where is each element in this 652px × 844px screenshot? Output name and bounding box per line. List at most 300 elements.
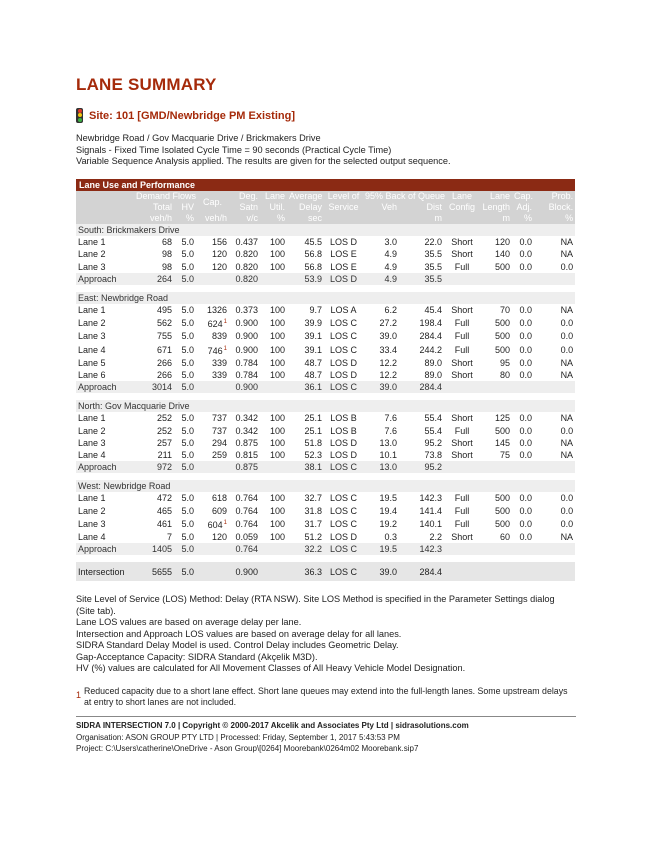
table-row (76, 369, 575, 381)
cell-veh: 19.4 (379, 505, 397, 516)
cell-config: Full (454, 425, 470, 436)
cell-length: 500 (494, 344, 510, 355)
cell-config: Full (454, 331, 470, 342)
approach-veh: 39.0 (363, 381, 399, 393)
approach-group-header (76, 480, 575, 492)
cell-total: 252 (156, 425, 172, 436)
table-title: Lane Use and Performance (76, 179, 575, 191)
table-row (76, 343, 575, 357)
cell-util: 100 (269, 331, 285, 342)
cell-satn: 0.784 (235, 357, 258, 368)
cap-value: 259 (211, 449, 227, 460)
cell-satn: 0.875 (235, 437, 258, 448)
cell-length: 500 (494, 518, 510, 529)
site-info (76, 133, 451, 168)
short-lane-flag: 1 (223, 319, 227, 326)
cell-adj: 0.0 (519, 531, 532, 542)
cell-total: 461 (156, 518, 172, 529)
approach-satn: 0.900 (229, 381, 260, 393)
cell-config: Full (454, 318, 470, 329)
cell-los: LOS D (329, 369, 357, 380)
cell-veh: 12.2 (379, 369, 397, 380)
cell-veh: 7.6 (384, 425, 397, 436)
cell-total: 252 (156, 413, 172, 424)
cell-total: 7 (166, 531, 172, 542)
cell-veh: 4.9 (384, 261, 397, 272)
unit-length: m (480, 213, 512, 224)
cell-los: LOS D (329, 357, 357, 368)
cell-los: LOS B (330, 413, 357, 424)
approach-row (76, 461, 575, 473)
cell-config: Full (454, 493, 470, 504)
col-header-veh: Veh (363, 202, 399, 213)
cell-total: 495 (156, 305, 172, 316)
cell-config: Short (451, 357, 473, 368)
table-row (76, 437, 575, 449)
cell-length: 500 (494, 261, 510, 272)
cell-cap (196, 437, 229, 449)
cap-value: 609 (211, 505, 227, 516)
approach-satn: 0.875 (229, 461, 260, 473)
cell-length: 95 (499, 357, 510, 368)
unit-hv: % (174, 213, 196, 224)
cap-value: 604 (207, 519, 223, 530)
short-lane-flag: 1 (223, 345, 227, 352)
cell-satn: 0.900 (235, 344, 258, 355)
cell-block: 0.0 (560, 425, 574, 436)
cell-delay: 51.8 (304, 437, 322, 448)
approach-name: West: Newbridge Road (76, 480, 575, 492)
cell-block: 0.0 (560, 505, 574, 516)
cell-length: 500 (494, 425, 510, 436)
cell-lane: Lane 3 (78, 331, 106, 342)
note: Site Level of Service (LOS) Method: Delay (RTA NSW). Site LOS Method is specified in the Parameter Settings dialog (Site tab). (76, 594, 555, 616)
cell-length: 125 (494, 413, 510, 424)
cell-lane: Lane 1 (78, 493, 106, 504)
approach-los: LOS C (324, 543, 363, 555)
short-lane-flag: 1 (223, 519, 227, 526)
cap-value: 618 (211, 493, 227, 504)
cell-satn: 0.900 (235, 331, 258, 342)
approach-row (76, 543, 575, 555)
page-title: LANE SUMMARY (76, 75, 217, 94)
approach-group-header (76, 292, 575, 304)
table-row (76, 412, 575, 424)
table-row (76, 316, 575, 330)
cell-cap (196, 517, 229, 531)
approach-name: East: Newbridge Road (76, 292, 575, 304)
cell-cap (196, 304, 229, 316)
col-header-hv: HV (174, 202, 196, 213)
note: SIDRA Standard Delay Model is used. Control Delay includes Geometric Delay. (76, 640, 399, 650)
cell-dist: 89.0 (424, 369, 442, 380)
cap-value: 120 (211, 261, 227, 272)
approach-lane: Approach (76, 461, 134, 473)
approach-total: 972 (134, 461, 174, 473)
approach-delay: 32.2 (287, 543, 324, 555)
cell-length: 60 (499, 531, 510, 542)
cell-delay: 51.2 (304, 531, 322, 542)
cell-los: LOS D (329, 437, 357, 448)
cell-total: 98 (161, 249, 172, 260)
approach-lane: Approach (76, 381, 134, 393)
cell-adj: 0.0 (519, 305, 532, 316)
lane-performance-table (76, 179, 575, 581)
cell-length: 140 (494, 249, 510, 260)
cell-block: NA (560, 437, 574, 448)
cell-veh: 6.2 (384, 305, 397, 316)
table-row (76, 517, 575, 531)
cell-block: NA (560, 357, 574, 368)
cell-dist: 35.5 (424, 249, 442, 260)
cell-dist: 45.4 (424, 305, 442, 316)
cell-satn: 0.820 (235, 261, 258, 272)
cell-cap (196, 449, 229, 461)
cell-satn: 0.059 (235, 531, 258, 542)
approach-row (76, 381, 575, 393)
cell-lane: Lane 5 (78, 357, 106, 368)
cell-satn: 0.373 (235, 305, 258, 316)
cell-length: 80 (499, 369, 510, 380)
note: HV (%) values are calculated for All Movement Classes of All Heavy Vehicle Model Designation. (76, 663, 466, 673)
cell-dist: 2.2 (429, 531, 442, 542)
cell-hv: 5.0 (181, 237, 194, 248)
cell-hv: 5.0 (181, 249, 194, 260)
cell-config: Short (451, 449, 473, 460)
cell-total: 257 (156, 437, 172, 448)
cell-delay: 31.7 (304, 518, 322, 529)
cell-dist: 95.2 (424, 437, 442, 448)
cell-delay: 56.8 (304, 261, 322, 272)
cell-adj: 0.0 (519, 413, 532, 424)
cell-block: 0.0 (560, 344, 574, 355)
approach-satn: 0.820 (229, 273, 260, 285)
col-header-lane-length: Lane (480, 191, 512, 202)
cell-util: 100 (269, 425, 285, 436)
cell-dist: 141.4 (419, 505, 442, 516)
approach-total: 3014 (134, 381, 174, 393)
cell-cap (196, 248, 229, 260)
cell-lane: Lane 2 (78, 249, 106, 260)
cell-los: LOS C (329, 493, 357, 504)
cell-cap (196, 330, 229, 342)
cell-block: 0.0 (560, 493, 574, 504)
cell-cap (196, 531, 229, 543)
cell-satn: 0.784 (235, 369, 258, 380)
cell-satn: 0.820 (235, 249, 258, 260)
cell-veh: 4.9 (384, 249, 397, 260)
cell-config: Short (451, 531, 473, 542)
cell-total: 465 (156, 505, 172, 516)
cell-block: NA (560, 413, 574, 424)
cell-config: Short (451, 369, 473, 380)
footer-project: Project: C:\Users\catherine\OneDrive - Ason Group\[0264] Moorebank\0264m02 Moorebank.sip7 (76, 744, 419, 753)
site-info-line: Newbridge Road / Gov Macquarie Drive / Brickmakers Drive (76, 133, 321, 143)
intersection-veh: 39.0 (363, 562, 399, 581)
cell-adj: 0.0 (519, 249, 532, 260)
cell-satn: 0.342 (235, 413, 258, 424)
cell-cap (196, 412, 229, 424)
cell-hv: 5.0 (181, 305, 194, 316)
traffic-light-icon (76, 108, 83, 123)
cell-los: LOS C (329, 505, 357, 516)
footnote-mark: 1 (76, 690, 82, 700)
note: Gap-Acceptance Capacity: SIDRA Standard (Akçelik M3D). (76, 651, 318, 662)
site-heading (76, 108, 295, 123)
cell-total: 671 (156, 344, 172, 355)
unit-total: veh/h (134, 213, 174, 224)
col-header-block: Block. (534, 202, 575, 213)
approach-dist: 35.5 (399, 273, 444, 285)
cell-length: 500 (494, 505, 510, 516)
approach-dist: 284.4 (399, 381, 444, 393)
col-header-delay: Delay (287, 202, 324, 213)
cell-length: 75 (499, 449, 510, 460)
table-row (76, 330, 575, 342)
cell-block: 0.0 (560, 331, 574, 342)
cell-cap (196, 343, 229, 357)
cell-satn: 0.342 (235, 425, 258, 436)
cell-veh: 13.0 (379, 437, 397, 448)
cell-length: 500 (494, 331, 510, 342)
col-header-cap: Cap. (196, 191, 229, 213)
cell-lane: Lane 3 (78, 261, 106, 272)
intersection-lane: Intersection (76, 562, 134, 581)
cell-delay: 48.7 (304, 357, 322, 368)
cell-delay: 48.7 (304, 369, 322, 380)
cell-length: 500 (494, 493, 510, 504)
cell-dist: 55.4 (424, 425, 442, 436)
cell-dist: 22.0 (424, 237, 442, 248)
approach-hv: 5.0 (174, 273, 196, 285)
cell-config: Full (454, 261, 470, 272)
col-header-adj: Adj. (512, 202, 534, 213)
cell-cap (196, 369, 229, 381)
col-header-length: Length (480, 202, 512, 213)
cell-los: LOS C (329, 331, 357, 342)
cell-length: 500 (494, 318, 510, 329)
cap-value: 1326 (206, 305, 227, 316)
table-row (76, 505, 575, 517)
cell-util: 100 (269, 437, 285, 448)
approach-lane: Approach (76, 273, 134, 285)
approach-total: 1405 (134, 543, 174, 555)
unit-satn: v/c (229, 213, 260, 224)
approach-dist: 95.2 (399, 461, 444, 473)
cell-satn: 0.900 (235, 318, 258, 329)
cap-value: 624 (207, 319, 223, 330)
cell-delay: 39.9 (304, 318, 322, 329)
cell-dist: 89.0 (424, 357, 442, 368)
col-header-avg-delay: Average (289, 191, 323, 201)
cell-hv: 5.0 (181, 425, 194, 436)
cell-adj: 0.0 (519, 318, 532, 329)
intersection-hv: 5.0 (174, 562, 196, 581)
cell-cap (196, 492, 229, 504)
cell-util: 100 (269, 369, 285, 380)
cell-dist: 55.4 (424, 413, 442, 424)
cell-lane: Lane 2 (78, 505, 106, 516)
unit-block: % (534, 213, 575, 224)
cell-config: Short (451, 237, 473, 248)
approach-los: LOS D (324, 273, 363, 285)
cell-hv: 5.0 (181, 531, 194, 542)
cell-adj: 0.0 (519, 505, 532, 516)
cell-adj: 0.0 (519, 331, 532, 342)
cell-lane: Lane 1 (78, 305, 106, 316)
col-header-demand-flows: Demand Flows (136, 191, 197, 201)
cell-config: Short (451, 305, 473, 316)
cell-util: 100 (269, 305, 285, 316)
col-header-config: Config (444, 202, 480, 213)
cell-veh: 12.2 (379, 357, 397, 368)
intersection-satn: 0.900 (229, 562, 260, 581)
cell-satn: 0.764 (235, 493, 258, 504)
cell-adj: 0.0 (519, 518, 532, 529)
unit-util: % (260, 213, 287, 224)
cap-value: 839 (211, 331, 227, 342)
cap-value: 294 (211, 437, 227, 448)
note: Intersection and Approach LOS values are based on average delay for all lanes. (76, 628, 402, 639)
cell-util: 100 (269, 344, 285, 355)
note: Lane LOS values are based on average delay per lane. (76, 617, 302, 627)
col-header-service: Service (324, 202, 363, 213)
cell-config: Full (454, 344, 470, 355)
cell-total: 755 (156, 331, 172, 342)
cell-los: LOS B (330, 425, 357, 436)
footnote-text: Reduced capacity due to a short lane effect. Short lane queues may extend into the full-length lanes. Some upstream delays at entry to short lanes are not included. (84, 686, 568, 707)
cell-config: Short (451, 413, 473, 424)
footer (76, 716, 576, 755)
table-row (76, 261, 575, 273)
table-row (76, 531, 575, 543)
cell-hv: 5.0 (181, 261, 194, 272)
cell-satn: 0.437 (235, 237, 258, 248)
approach-total: 264 (134, 273, 174, 285)
cell-util: 100 (269, 318, 285, 329)
approach-los: LOS C (324, 381, 363, 393)
cell-adj: 0.0 (519, 261, 532, 272)
cell-total: 68 (161, 237, 172, 248)
cell-delay: 39.1 (304, 344, 322, 355)
cell-hv: 5.0 (181, 318, 194, 329)
cell-total: 211 (157, 449, 172, 460)
table-row (76, 492, 575, 504)
cell-los: LOS C (329, 344, 357, 355)
cell-cap (196, 261, 229, 273)
cell-adj: 0.0 (519, 449, 532, 460)
cell-veh: 19.5 (379, 493, 397, 504)
cell-delay: 31.8 (304, 505, 322, 516)
cell-lane: Lane 2 (78, 318, 106, 329)
cap-value: 120 (211, 531, 227, 542)
cell-util: 100 (269, 237, 285, 248)
footer-brand: SIDRA INTERSECTION 7.0 | Copyright © 2000-2017 Akcelik and Associates Pty Ltd | sidrasolutions.com (76, 721, 469, 730)
cell-veh: 7.6 (384, 413, 397, 424)
cell-lane: Lane 1 (78, 413, 106, 424)
cell-block: 0.0 (560, 518, 574, 529)
cell-delay: 45.5 (304, 237, 322, 248)
cell-total: 562 (156, 318, 172, 329)
cell-util: 100 (269, 249, 285, 260)
cap-value: 737 (211, 425, 227, 436)
cell-util: 100 (269, 531, 285, 542)
cell-hv: 5.0 (181, 413, 194, 424)
cell-hv: 5.0 (181, 437, 194, 448)
cell-los: LOS C (329, 318, 357, 329)
approach-los: LOS C (324, 461, 363, 473)
approach-delay: 38.1 (287, 461, 324, 473)
cell-adj: 0.0 (519, 425, 532, 436)
cap-value: 156 (211, 237, 227, 248)
site-title: Site: 101 [GMD/Newbridge PM Existing] (89, 109, 295, 122)
cell-delay: 25.1 (304, 413, 322, 424)
approach-veh: 13.0 (363, 461, 399, 473)
cell-hv: 5.0 (181, 493, 194, 504)
cell-lane: Lane 3 (78, 437, 106, 448)
cell-adj: 0.0 (519, 237, 532, 248)
col-header-level-of: Level of (324, 191, 363, 202)
cap-value: 737 (211, 413, 227, 424)
cell-satn: 0.764 (235, 518, 258, 529)
approach-veh: 4.9 (363, 273, 399, 285)
cell-total: 266 (156, 369, 172, 380)
table-row (76, 236, 575, 248)
approach-group-header (76, 400, 575, 412)
cell-adj: 0.0 (519, 369, 532, 380)
cell-config: Short (451, 437, 473, 448)
table-row (76, 304, 575, 316)
col-header-cap-adj: Cap. (514, 191, 534, 201)
cell-hv: 5.0 (181, 369, 194, 380)
cap-value: 339 (211, 357, 227, 368)
table-row (76, 357, 575, 369)
cap-value: 120 (211, 249, 227, 260)
cell-veh: 33.4 (379, 344, 397, 355)
cell-delay: 32.7 (304, 493, 322, 504)
cell-adj: 0.0 (519, 493, 532, 504)
cell-config: Full (454, 505, 470, 516)
approach-veh: 19.5 (363, 543, 399, 555)
intersection-row (76, 562, 575, 581)
cell-veh: 3.0 (384, 237, 397, 248)
cell-los: LOS E (330, 261, 357, 272)
col-header-dist: Dist (399, 202, 444, 213)
col-header-deg: Deg. (229, 191, 260, 202)
col-header-lane-util: Lane (260, 191, 287, 202)
cell-block: NA (560, 369, 574, 380)
unit-adj: % (512, 213, 534, 224)
cell-hv: 5.0 (181, 518, 194, 529)
cell-length: 145 (494, 437, 510, 448)
cell-lane: Lane 1 (78, 237, 106, 248)
cell-block: NA (560, 449, 574, 460)
cell-dist: 284.4 (419, 331, 442, 342)
cell-dist: 140.1 (419, 518, 442, 529)
approach-delay: 53.9 (287, 273, 324, 285)
cell-veh: 10.1 (379, 449, 397, 460)
cell-block: NA (560, 531, 574, 542)
cell-veh: 39.0 (379, 331, 397, 342)
intersection-los: LOS C (324, 562, 363, 581)
cell-config: Full (454, 518, 470, 529)
cell-util: 100 (269, 449, 285, 460)
cell-los: LOS E (330, 249, 357, 260)
cell-block: NA (560, 237, 574, 248)
cell-hv: 5.0 (181, 505, 194, 516)
approach-name: South: Brickmakers Drive (76, 224, 575, 236)
cell-delay: 56.8 (304, 249, 322, 260)
